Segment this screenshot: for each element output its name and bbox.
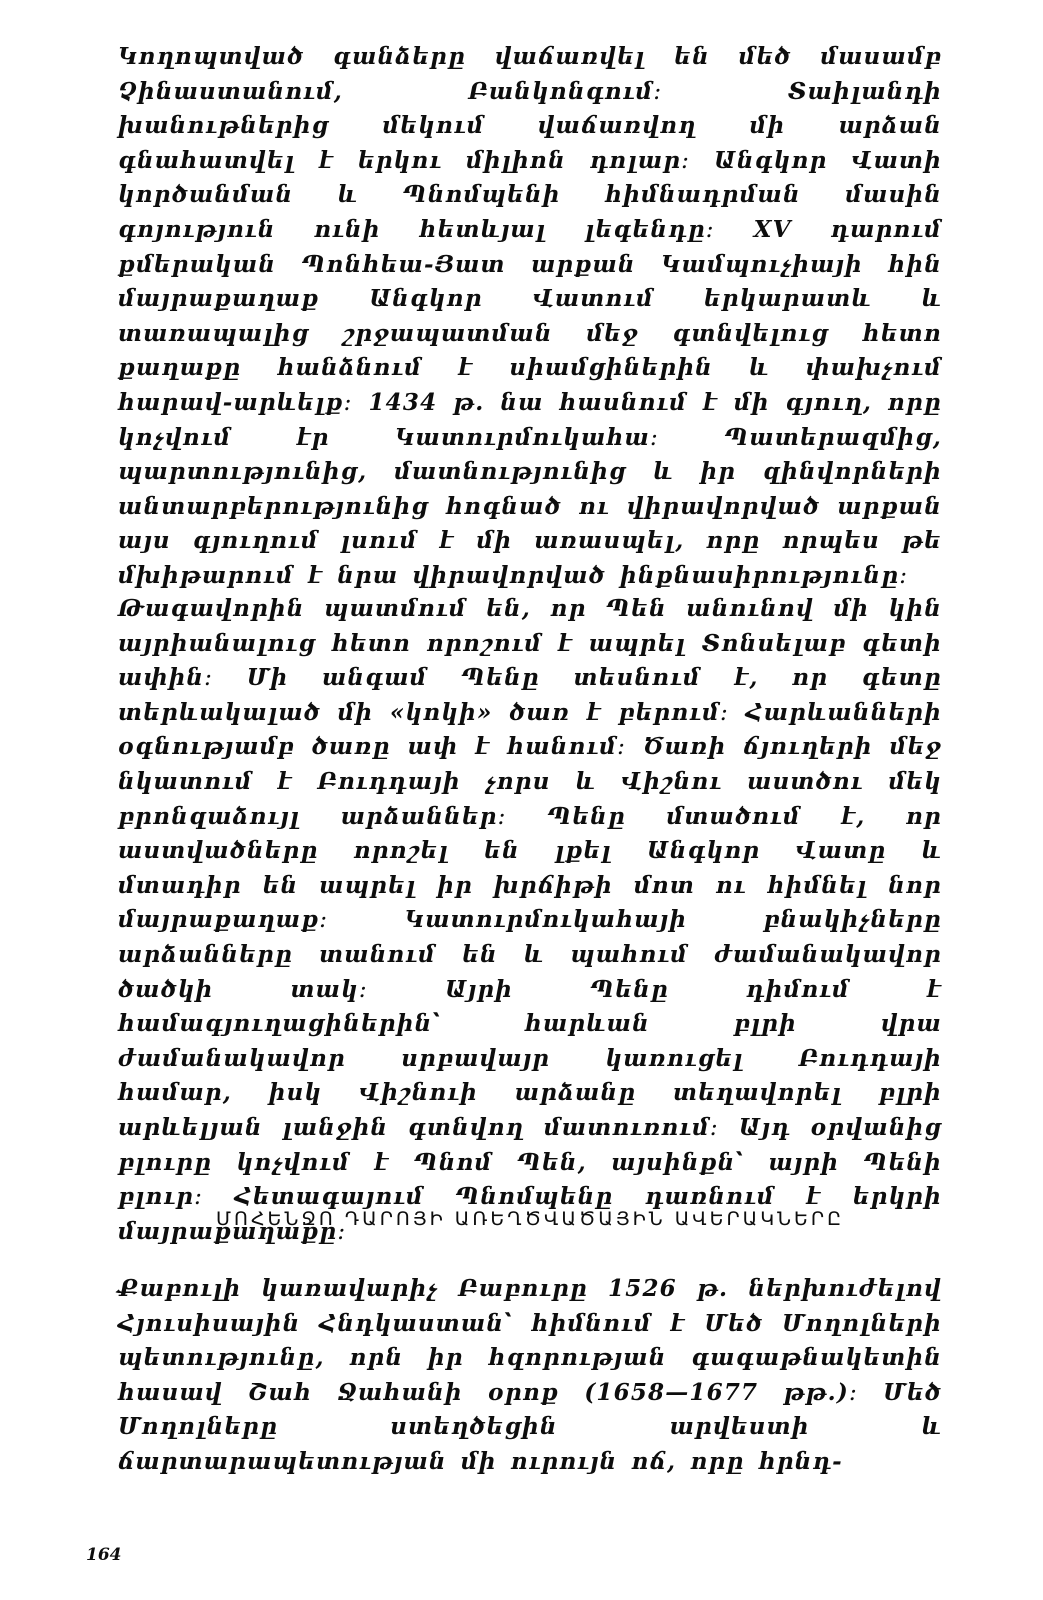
page-number: 164 — [86, 1545, 122, 1565]
section-heading: ՄՈՀԵՆՋՈ ԴԱՐՈՅԻ ԱՌԵՂԾՎԱԾԱՅԻՆ ԱՎԵՐԱԿՆԵՐԸ — [216, 1208, 844, 1230]
paragraph-looted-treasures: Կողոպտված գանձերը վաճառվել են մեծ մասամբ Չինաստանում, Բանկոնգում։ Տաիլանդի խանութներից մեկում վաճառվող մի արձան գնահատվել է երկու միլիոն դոլար։ Անգկոր Վատի կործանման և Պնոմպենի հիմնադրման մասին գոյություն ունի հետևյալ լեգենդը։ XV դարում քմերական Պոնհեա-Յատ արքան Կամպուչիայի հին մայրաքաղաք Անգկոր Վատում երկարատև և տառապալից շրջապատման մեջ գտնվելուց հետո քաղաքը հանձնում է սիամցիներին և փախչում հարավ-արևելք։ 1434 թ. նա հասնում է մի գյուղ, որը կոչվում էր Կատուրմուկահա։ Պատերազմից, պարտությունից, մատնությունից և իր զինվորների անտարբերությունից հոգնած ու վիրավորված արքան այս գյուղում լսում է մի առասպել, որը որպես թե մխիթարում է նրա վիրավորված ինքնասիրությունը։ — [118, 43, 942, 589]
paragraph-mughal-empire: Քաբուլի կառավարիչ Բաբուրը 1526 թ. ներխուժելով Հյուսիսային Հնդկաստան՝ հիմնում է Մեծ Մողոլների պետությունը, որն իր հզորության գագաթնակետին հասավ Շահ Ջահանի օրոք (1658—1677 թթ.)։ Մեծ Մողոլները ստեղծեցին արվեստի և ճարտարապետության մի ուրույն ոճ, որը հրնդ- — [118, 1275, 942, 1475]
paragraph-legend-of-penh: Թագավորին պատմում են, որ Պեն անունով մի կին այրիանալուց հետո որոշում է ապրել Տոնսելաբ գետի ափին։ Մի անգամ Պենը տեսնում է, որ գետը տերևակալած մի «կոկի» ծառ է բերում։ Հարևանների օգնությամբ ծառը ափ է հանում։ Ծառի ճյուղերի մեջ նկատում է Բուդդայի չորս և Վիշնու աստծու մեկ բրոնզաձույլ արձաններ։ Պենը մտածում է, որ աստվածները որոշել են լքել Անգկոր Վատը և մտադիր են ապրել իր խրճիթի մոտ ու հիմնել նոր մայրաքաղաք։ Կատուրմուկահայի բնակիչները արձանները տանում են և պահում ժամանակավոր ծածկի տակ։ Այրի Պենը դիմում է համագյուղացիներին՝ հարևան բլրի վրա ժամանակավոր սրբավայր կառուցել Բուդդայի համար, իսկ Վիշնուի արձանը տեղավորել բլրի արևելյան լանջին գտնվող մատուռում։ Այդ օրվանից բլուրը կոչվում է Պնոմ Պեն, այսինքն՝ այրի Պենի բլուր։ Հետագայում Պնոմպենը դառնում է երկրի մայրաքաղաքը։ — [118, 595, 942, 1245]
